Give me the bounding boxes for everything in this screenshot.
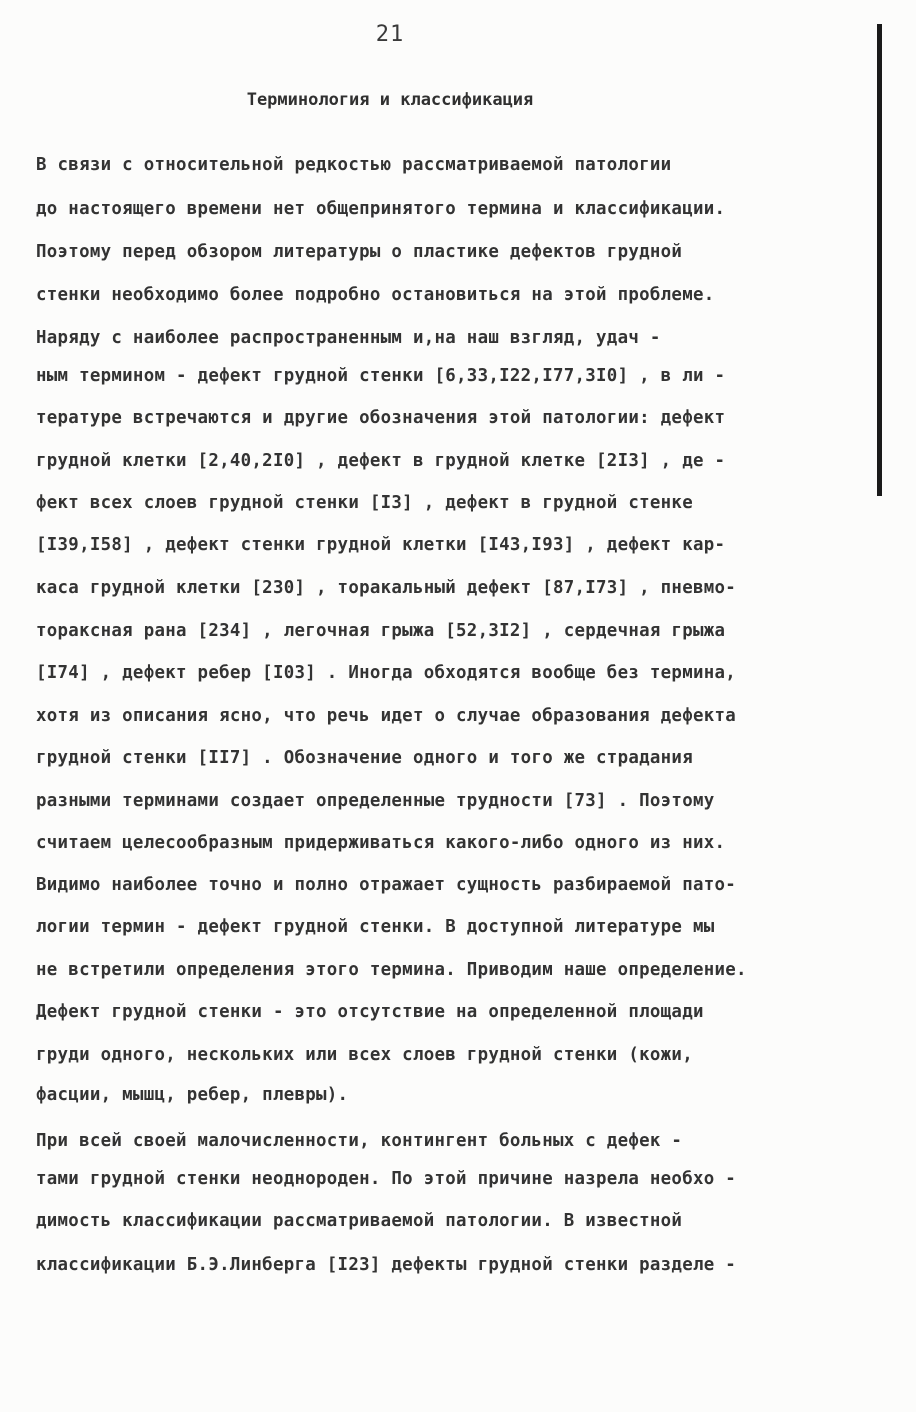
text-line: ным термином - дефект грудной стенки [6,33,I22,I77,3I0] , в ли - [36, 366, 726, 386]
text-line: грудной клетки [2,40,2I0] , дефект в грудной клетке [2I3] , де - [36, 451, 726, 471]
text-line: логии термин - дефект грудной стенки. В доступной литературе мы [36, 917, 715, 937]
text-line: классификации Б.Э.Линберга [I23] дефекты грудной стенки разделе - [36, 1255, 737, 1275]
scan-edge-mark [877, 24, 882, 496]
text-line: тами грудной стенки неоднороден. По этой причине назрела необхо - [36, 1169, 737, 1189]
text-line: Поэтому перед обзором литературы о пластике дефектов грудной [36, 242, 683, 262]
text-line: груди одного, нескольких или всех слоев грудной стенки (кожи, [36, 1045, 693, 1065]
text-line: Видимо наиболее точно и полно отражает сущность разбираемой пато- [36, 875, 737, 895]
text-line: димость классификации рассматриваемой патологии. В известной [36, 1211, 683, 1231]
text-line: разными терминами создает определенные трудности [73] . Поэтому [36, 791, 715, 811]
text-line: хотя из описания ясно, что речь идет о случае образования дефекта [36, 706, 737, 726]
text-line: не встретили определения этого термина. Приводим наше определение. [36, 960, 747, 980]
text-line: тораксная рана [234] , легочная грыжа [52,3I2] , сердечная грыжа [36, 621, 726, 641]
page-number: 21 [375, 22, 405, 47]
text-line: Наряду с наиболее распространенным и,на наш взгляд, удач - [36, 328, 661, 348]
text-line: считаем целесообразным придерживаться какого-либо одного из них. [36, 833, 726, 853]
text-line: до настоящего времени нет общепринятого термина и классификации. [36, 199, 726, 219]
text-line: Дефект грудной стенки - это отсутствие на определенной площади [36, 1002, 704, 1022]
text-line: тературе встречаются и другие обозначения этой патологии: дефект [36, 408, 726, 428]
section-heading: Терминология и классификация [246, 90, 534, 110]
text-line: стенки необходимо более подробно остановиться на этой проблеме. [36, 285, 715, 305]
text-line: [I74] , дефект ребер [I03] . Иногда обходятся вообще без термина, [36, 663, 737, 683]
text-line: [I39,I58] , дефект стенки грудной клетки [I43,I93] , дефект кар- [36, 535, 726, 555]
text-line: грудной стенки [II7] . Обозначение одного и того же страдания [36, 748, 693, 768]
text-line: каса грудной клетки [230] , торакальный дефект [87,I73] , пневмо- [36, 578, 737, 598]
text-line: В связи с относительной редкостью рассматриваемой патологии [36, 155, 672, 175]
text-line: фасции, мышц, ребер, плевры). [36, 1085, 349, 1105]
text-line: При всей своей малочисленности, контингент больных с дефек - [36, 1131, 683, 1151]
text-line: фект всех слоев грудной стенки [I3] , дефект в грудной стенке [36, 493, 693, 513]
